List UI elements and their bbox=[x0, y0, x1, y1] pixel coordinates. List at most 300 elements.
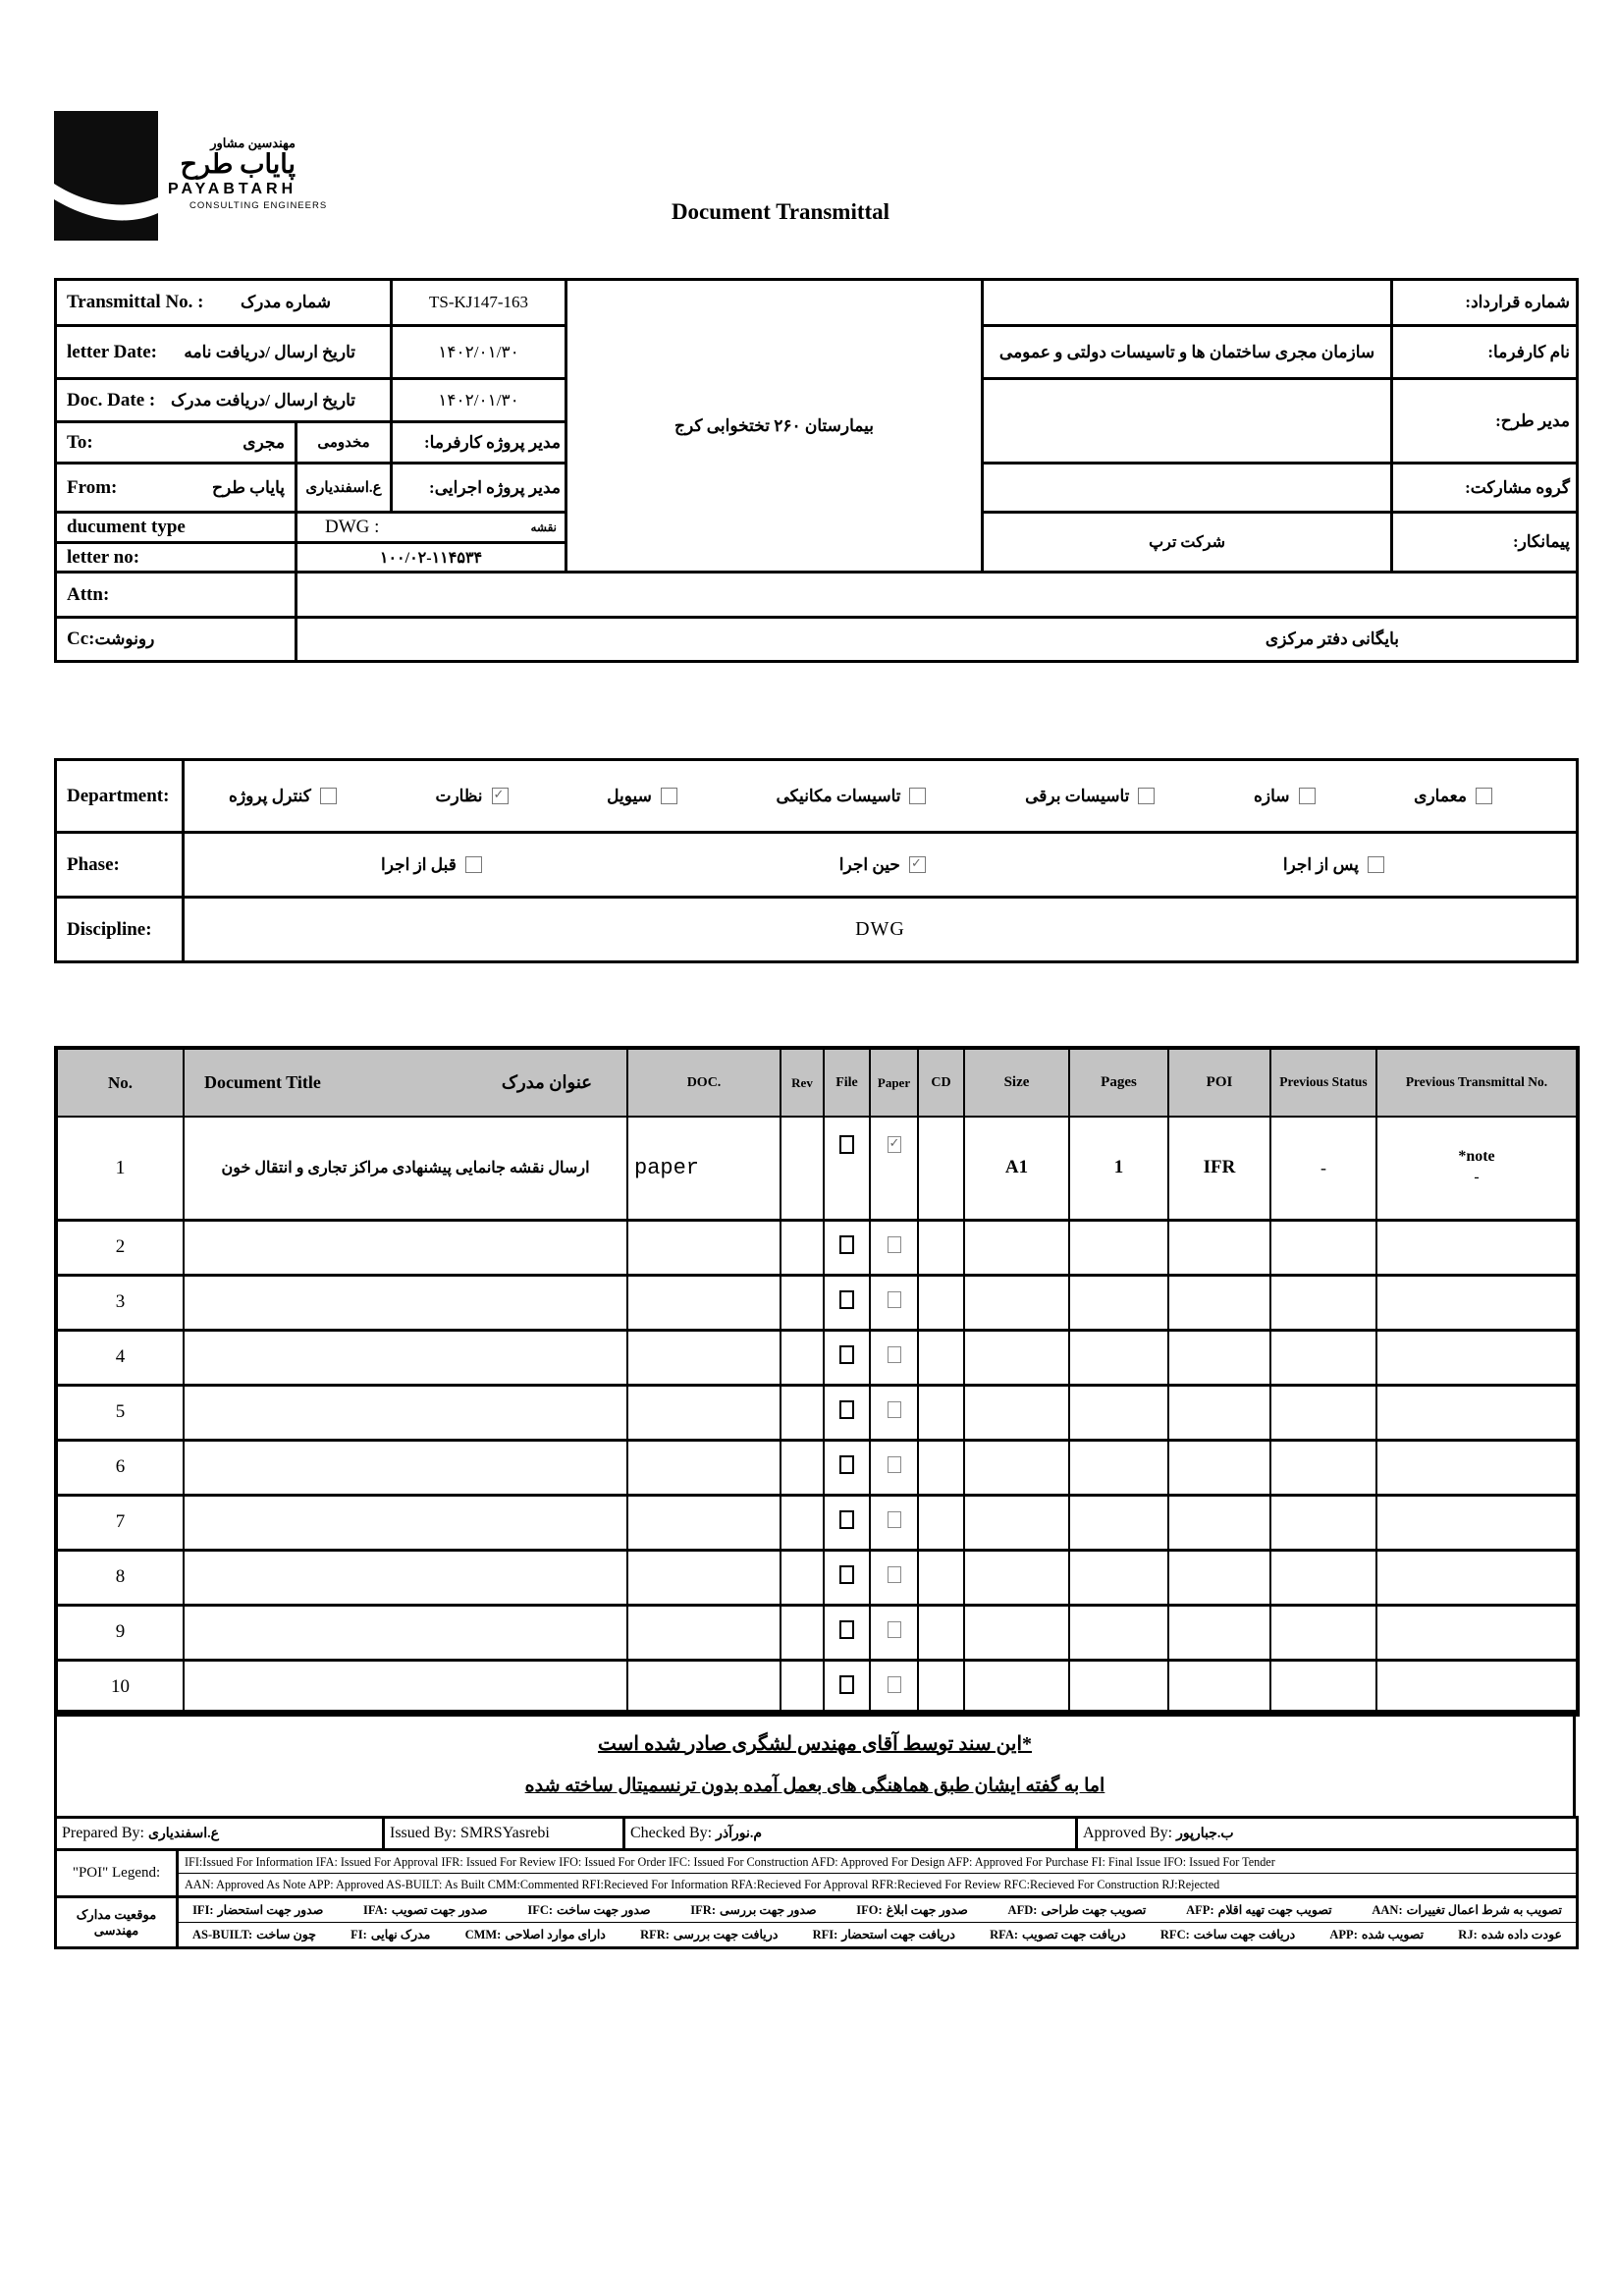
after-exec-label: پس از اجرا bbox=[1282, 854, 1359, 874]
company-logo bbox=[54, 111, 327, 241]
file-checkbox[interactable] bbox=[839, 1565, 854, 1584]
doc-row-poi bbox=[1168, 1550, 1270, 1605]
file-checkbox[interactable] bbox=[839, 1455, 854, 1474]
doc-row-paper-cell bbox=[870, 1385, 918, 1440]
doc-row-size bbox=[964, 1275, 1069, 1330]
poi-legend-label: "POI" Legend: bbox=[56, 1850, 178, 1897]
file-checkbox[interactable] bbox=[839, 1235, 854, 1254]
transmittal-no-label-cell bbox=[56, 280, 392, 326]
issued-by-cell bbox=[384, 1818, 624, 1850]
doc-row-size bbox=[964, 1550, 1069, 1605]
legend-code: APP: bbox=[1329, 1927, 1358, 1941]
doc-row-pages bbox=[1069, 1550, 1168, 1605]
doc-row-doc bbox=[627, 1495, 781, 1550]
doc-row-prev-status bbox=[1270, 1385, 1376, 1440]
doc-row-prev-transmittal bbox=[1376, 1220, 1578, 1275]
phase-option-before bbox=[381, 855, 482, 875]
file-checkbox[interactable] bbox=[839, 1400, 854, 1419]
doc-row-doc: paper bbox=[627, 1117, 781, 1220]
legend-text: صدور جهت بررسی bbox=[720, 1903, 817, 1917]
col-header-title-fa: عنوان مدرک bbox=[501, 1072, 592, 1092]
nezarat-label: نظارت bbox=[435, 786, 483, 805]
doc-status-legend-label: موقعیت مدارک مهندسی bbox=[56, 1897, 178, 1948]
doc-row-poi bbox=[1168, 1660, 1270, 1715]
doc-date-value: ۱۴۰۲/۰۱/۳۰ bbox=[392, 379, 566, 422]
legend-pair bbox=[527, 1902, 650, 1918]
doc-row-title bbox=[184, 1330, 627, 1385]
doc-row-cd bbox=[918, 1220, 964, 1275]
classification-table bbox=[54, 758, 1579, 963]
memari-label: معماری bbox=[1414, 786, 1467, 805]
doc-row-doc bbox=[627, 1385, 781, 1440]
legend-pair bbox=[856, 1902, 968, 1918]
attn-label: Attn: bbox=[67, 583, 110, 605]
doc-row-prev-status bbox=[1270, 1330, 1376, 1385]
doc-row-rev bbox=[781, 1117, 824, 1220]
department-option-sazeh bbox=[1254, 787, 1316, 806]
letter-no-label-cell bbox=[56, 543, 296, 573]
letter-no-label: letter no: bbox=[67, 546, 140, 568]
doc-row-cd bbox=[918, 1440, 964, 1495]
doc-row-file-cell bbox=[824, 1495, 870, 1550]
before-exec-checkbox[interactable] bbox=[465, 856, 482, 873]
file-checkbox[interactable] bbox=[839, 1290, 854, 1309]
doc-row-rev bbox=[781, 1275, 824, 1330]
doc-row-prev-status bbox=[1270, 1660, 1376, 1715]
legend-text: دریافت جهت ساخت bbox=[1193, 1928, 1296, 1941]
brand-fa-tagline: مهندسین مشاور bbox=[210, 136, 296, 150]
doc-row-prev-status bbox=[1270, 1550, 1376, 1605]
doc-row-prev-status bbox=[1270, 1605, 1376, 1660]
doc-row-rev bbox=[781, 1440, 824, 1495]
client-pm-label: مدیر پروژه کارفرما: bbox=[392, 422, 566, 464]
col-header-title bbox=[184, 1048, 627, 1117]
col-header-prev-status: Previous Status bbox=[1270, 1048, 1376, 1117]
doc-row-no: 9 bbox=[56, 1605, 184, 1660]
project-title: بیمارستان ۲۶۰ تختخوابی کرج bbox=[566, 280, 983, 573]
doc-row-prev-transmittal bbox=[1376, 1330, 1578, 1385]
doc-row-pages bbox=[1069, 1385, 1168, 1440]
legend-text: دریافت جهت تصویب bbox=[1022, 1928, 1126, 1941]
doc-type-label: ducument type bbox=[67, 517, 186, 537]
department-option-control bbox=[229, 787, 337, 806]
contractor-value: شرکت ترپ bbox=[983, 513, 1392, 573]
legend-pair bbox=[1008, 1902, 1147, 1918]
page-title: Document Transmittal bbox=[671, 199, 890, 224]
note-line-1: *این سند توسط آقای مهندس لشگری صادر شده است bbox=[597, 1733, 1033, 1755]
doc-row-prev-transmittal bbox=[1376, 1117, 1578, 1220]
doc-row-size bbox=[964, 1495, 1069, 1550]
from-label: From: bbox=[67, 476, 118, 498]
col-header-title-en: Document Title bbox=[204, 1072, 321, 1092]
doc-row-title bbox=[184, 1660, 627, 1715]
transmittal-info-table bbox=[54, 278, 1579, 663]
doc-row-no: 8 bbox=[56, 1550, 184, 1605]
phase-label: Phase: bbox=[67, 853, 120, 875]
legend-text: تصویب جهت تهیه اقلام bbox=[1217, 1903, 1332, 1917]
prepared-by-cell bbox=[56, 1818, 384, 1850]
attn-value bbox=[296, 573, 1578, 618]
paper-checkbox[interactable] bbox=[888, 1676, 901, 1693]
department-label: Department: bbox=[67, 785, 170, 806]
doc-row-file-cell bbox=[824, 1275, 870, 1330]
doc-row-poi: IFR bbox=[1168, 1117, 1270, 1220]
phase-option-after bbox=[1283, 855, 1384, 875]
checked-by-cell bbox=[624, 1818, 1077, 1850]
doc-row-file-cell bbox=[824, 1117, 870, 1220]
col-header-no: No. bbox=[56, 1048, 184, 1117]
doc-row-paper-cell bbox=[870, 1660, 918, 1715]
legend-text: صدور جهت استحضار bbox=[217, 1903, 324, 1917]
cc-label-cell bbox=[56, 618, 296, 662]
paper-checkbox[interactable] bbox=[888, 1566, 901, 1583]
design-manager-label: مدیر طرح: bbox=[1392, 379, 1578, 464]
prev-transmittal-sub: - bbox=[1474, 1169, 1480, 1186]
legend-code: RFC: bbox=[1159, 1927, 1190, 1941]
doc-row-prev-status: - bbox=[1270, 1117, 1376, 1220]
doc-row-poi bbox=[1168, 1275, 1270, 1330]
legend-pair bbox=[363, 1902, 488, 1918]
legend-code: FI: bbox=[350, 1927, 367, 1941]
legend-code: RJ: bbox=[1458, 1927, 1478, 1941]
contract-no-label: شماره قرارداد: bbox=[1392, 280, 1578, 326]
after-exec-checkbox[interactable] bbox=[1368, 856, 1384, 873]
paper-checkbox[interactable] bbox=[888, 1621, 901, 1638]
doc-row-prev-status bbox=[1270, 1220, 1376, 1275]
approved-by-label: Approved By: bbox=[1083, 1825, 1173, 1841]
legend-text: چون ساخت bbox=[256, 1928, 316, 1941]
col-header-cd: CD bbox=[918, 1048, 964, 1117]
issued-by-label: Issued By: bbox=[390, 1825, 457, 1841]
doc-row-rev bbox=[781, 1495, 824, 1550]
poi-legend-table bbox=[54, 1848, 1579, 1949]
doc-row-no: 1 bbox=[56, 1117, 184, 1220]
legend-code: AAN: bbox=[1372, 1902, 1403, 1917]
prev-transmittal-note: *note bbox=[1458, 1148, 1495, 1166]
partnership-label: گروه مشارکت: bbox=[1392, 464, 1578, 513]
during-exec-checkbox[interactable] bbox=[909, 856, 926, 873]
doc-row-file-cell bbox=[824, 1440, 870, 1495]
doc-row-size bbox=[964, 1660, 1069, 1715]
doc-row-cd bbox=[918, 1117, 964, 1220]
partnership-value bbox=[983, 464, 1392, 513]
doc-row-prev-transmittal bbox=[1376, 1385, 1578, 1440]
doc-row-doc bbox=[627, 1550, 781, 1605]
doc-row-pages bbox=[1069, 1605, 1168, 1660]
doc-row-title: ارسال نقشه جانمایی پیشنهادی مراکز تجاری و انتقال خون bbox=[184, 1117, 627, 1220]
doc-row-paper-cell bbox=[870, 1605, 918, 1660]
doc-row-title bbox=[184, 1220, 627, 1275]
doc-row-cd bbox=[918, 1550, 964, 1605]
contractor-label: پیمانکار: bbox=[1392, 513, 1578, 573]
legend-code: RFR: bbox=[640, 1927, 670, 1941]
doc-row-pages bbox=[1069, 1220, 1168, 1275]
transmittal-no-label-fa: شماره مدرک bbox=[240, 293, 332, 311]
legend-text: مدرک نهایی bbox=[370, 1928, 431, 1941]
doc-row-no: 5 bbox=[56, 1385, 184, 1440]
file-checkbox[interactable] bbox=[839, 1620, 854, 1639]
col-header-file: File bbox=[824, 1048, 870, 1117]
control-label: کنترل پروژه bbox=[229, 786, 311, 805]
legend-text: صدور جهت ساخت bbox=[557, 1903, 651, 1917]
doc-row-title bbox=[184, 1550, 627, 1605]
doc-row-rev bbox=[781, 1330, 824, 1385]
legend-pair bbox=[1186, 1902, 1332, 1918]
doc-row-cd bbox=[918, 1660, 964, 1715]
doc-row-paper-cell bbox=[870, 1440, 918, 1495]
to-value: مجری bbox=[242, 432, 285, 452]
col-header-rev: Rev bbox=[781, 1048, 824, 1117]
legend-text: صدور جهت ابلاغ bbox=[886, 1903, 968, 1917]
doc-row-file-cell bbox=[824, 1605, 870, 1660]
doc-row-paper-cell bbox=[870, 1117, 918, 1220]
doc-row-poi bbox=[1168, 1495, 1270, 1550]
doc-row-cd bbox=[918, 1330, 964, 1385]
brand-fa-name: پایاب طرح bbox=[180, 148, 296, 179]
paper-checkbox[interactable] bbox=[888, 1136, 901, 1153]
letter-date-value: ۱۴۰۲/۰۱/۳۰ bbox=[392, 326, 566, 379]
paper-checkbox[interactable] bbox=[888, 1456, 901, 1473]
doc-row-prev-transmittal bbox=[1376, 1440, 1578, 1495]
doc-row-no: 6 bbox=[56, 1440, 184, 1495]
discipline-value: DWG bbox=[184, 898, 1578, 962]
doc-status-legend-fa-line2 bbox=[178, 1923, 1578, 1948]
discipline-label-cell bbox=[56, 898, 184, 962]
doc-row-doc bbox=[627, 1220, 781, 1275]
exec-pm-label: مدیر پروژه اجرایی: bbox=[392, 464, 566, 513]
doc-row-prev-transmittal bbox=[1376, 1660, 1578, 1715]
doc-row-poi bbox=[1168, 1385, 1270, 1440]
department-option-mekaniki bbox=[777, 787, 927, 806]
col-header-size: Size bbox=[964, 1048, 1069, 1117]
legend-pair bbox=[1372, 1902, 1562, 1918]
doc-row-no: 4 bbox=[56, 1330, 184, 1385]
doc-row-title bbox=[184, 1495, 627, 1550]
file-checkbox[interactable] bbox=[839, 1675, 854, 1694]
to-label-cell bbox=[56, 422, 296, 464]
note-box bbox=[54, 1710, 1576, 1819]
doc-row-no: 7 bbox=[56, 1495, 184, 1550]
file-checkbox[interactable] bbox=[839, 1510, 854, 1529]
legend-text: تصویب جهت طراحی bbox=[1041, 1903, 1147, 1917]
doc-row-title bbox=[184, 1605, 627, 1660]
legend-pair bbox=[192, 1927, 316, 1942]
payabtarh-logo-mark bbox=[54, 111, 158, 241]
doc-row-file-cell bbox=[824, 1660, 870, 1715]
barghi-label: تاسیسات برقی bbox=[1025, 786, 1130, 805]
legend-text: صدور جهت تصویب bbox=[391, 1903, 488, 1917]
during-exec-label: حین اجرا bbox=[838, 854, 900, 874]
doc-row-doc bbox=[627, 1660, 781, 1715]
doc-date-label-cell bbox=[56, 379, 392, 422]
doc-row-pages bbox=[1069, 1440, 1168, 1495]
legend-text: عودت داده شده bbox=[1481, 1928, 1562, 1941]
legend-text: تصویب شده bbox=[1361, 1928, 1425, 1941]
doc-row-prev-status bbox=[1270, 1440, 1376, 1495]
doc-row-prev-transmittal bbox=[1376, 1550, 1578, 1605]
letter-date-label-fa: تاریخ ارسال /دریافت نامه bbox=[184, 342, 356, 361]
col-header-pages: Pages bbox=[1069, 1048, 1168, 1117]
doc-row-pages bbox=[1069, 1495, 1168, 1550]
prepared-by-value: ع.اسفندیاری bbox=[147, 1826, 219, 1841]
legend-code: CMM: bbox=[464, 1927, 502, 1941]
legend-code: AFD: bbox=[1007, 1902, 1038, 1917]
phase-options-cell bbox=[184, 833, 1578, 898]
doc-row-prev-status bbox=[1270, 1275, 1376, 1330]
civil-label: سیویل bbox=[607, 786, 652, 805]
transmittal-no-value: TS-KJ147-163 bbox=[392, 280, 566, 326]
paper-checkbox[interactable] bbox=[888, 1511, 901, 1528]
paper-checkbox[interactable] bbox=[888, 1236, 901, 1253]
doc-row-size bbox=[964, 1605, 1069, 1660]
phase-option-during bbox=[839, 855, 926, 875]
to-label: To: bbox=[67, 431, 93, 453]
discipline-label: Discipline: bbox=[67, 918, 152, 940]
doc-row-paper-cell bbox=[870, 1275, 918, 1330]
legend-pair bbox=[813, 1927, 955, 1942]
legend-pair bbox=[192, 1902, 323, 1918]
doc-type-label-cell bbox=[56, 513, 296, 543]
legend-pair bbox=[1458, 1927, 1562, 1942]
poi-legend-en-line2: AAN: Approved As Note APP: Approved AS-BUILT: As Built CMM:Commented RFI:Recieved For Information RFA:Recieved For Approval RFR:Recieved For Review RFC:Recieved For Construction RJ:Rejected bbox=[178, 1874, 1578, 1897]
doc-row-rev bbox=[781, 1660, 824, 1715]
cc-label-en: Cc: bbox=[67, 629, 95, 649]
signatures-row bbox=[54, 1816, 1579, 1851]
approved-by-cell bbox=[1077, 1818, 1578, 1850]
doc-row-title bbox=[184, 1385, 627, 1440]
legend-pair bbox=[990, 1927, 1126, 1942]
department-option-memari bbox=[1414, 787, 1492, 806]
doc-row-rev bbox=[781, 1385, 824, 1440]
approved-by-value: ب.جبارپور bbox=[1176, 1826, 1234, 1841]
file-checkbox[interactable] bbox=[839, 1345, 854, 1364]
legend-pair bbox=[465, 1927, 606, 1942]
paper-checkbox[interactable] bbox=[888, 1401, 901, 1418]
from-value: پایاب طرح bbox=[212, 477, 285, 497]
checked-by-value: م.نورآذر bbox=[716, 1826, 763, 1841]
client-name-label: نام کارفرما: bbox=[1392, 326, 1578, 379]
brand-en-name: PAYABTARH bbox=[168, 180, 297, 197]
department-label-cell bbox=[56, 760, 184, 833]
nezarat-checkbox[interactable] bbox=[492, 788, 509, 804]
documents-table bbox=[54, 1046, 1580, 1717]
legend-code: IFR: bbox=[690, 1902, 716, 1917]
legend-code: RFI: bbox=[812, 1927, 838, 1941]
col-header-poi: POI bbox=[1168, 1048, 1270, 1117]
doc-row-file-cell bbox=[824, 1385, 870, 1440]
brand-en-tagline: CONSULTING ENGINEERS bbox=[189, 199, 328, 211]
doc-row-prev-transmittal bbox=[1376, 1605, 1578, 1660]
doc-row-rev bbox=[781, 1550, 824, 1605]
exec-pm-value: ع.اسفندیاری bbox=[296, 464, 392, 513]
legend-code: RFA: bbox=[990, 1927, 1019, 1941]
note-line-2: اما به گفته ایشان طبق هماهنگی های بعمل آمده بدون ترنسمیتال ساخته شده bbox=[524, 1776, 1105, 1796]
civil-checkbox[interactable] bbox=[661, 788, 677, 804]
letter-no-value: ۱۰۰/۰۲-۱۱۴۵۳۴ bbox=[296, 543, 566, 573]
sazeh-checkbox[interactable] bbox=[1299, 788, 1316, 804]
cc-label-fa: رونوشت bbox=[94, 629, 155, 648]
legend-pair bbox=[640, 1927, 778, 1942]
doc-row-cd bbox=[918, 1495, 964, 1550]
legend-pair bbox=[1329, 1927, 1424, 1942]
doc-date-label-fa: تاریخ ارسال /دریافت مدرک bbox=[171, 390, 356, 410]
doc-row-paper-cell bbox=[870, 1220, 918, 1275]
doc-row-title bbox=[184, 1275, 627, 1330]
control-checkbox[interactable] bbox=[320, 788, 337, 804]
doc-row-doc bbox=[627, 1605, 781, 1660]
doc-row-file-cell bbox=[824, 1220, 870, 1275]
poi-legend-en-line1: IFI:Issued For Information IFA: Issued For Approval IFR: Issued For Review IFO: Issued For Order IFC: Issued For Construction AFD: Approved For Design AFP: Approved For Purchase FI: Final Issue IFO: Issued For Tender bbox=[178, 1850, 1578, 1874]
design-manager-value bbox=[983, 379, 1392, 464]
paper-checkbox[interactable] bbox=[888, 1346, 901, 1363]
doc-type-value: DWG : bbox=[325, 517, 380, 537]
attn-label-cell bbox=[56, 573, 296, 618]
department-option-barghi bbox=[1025, 787, 1155, 806]
memari-checkbox[interactable] bbox=[1476, 788, 1492, 804]
legend-code: AFP: bbox=[1186, 1902, 1214, 1917]
doc-row-poi bbox=[1168, 1220, 1270, 1275]
prepared-by-label: Prepared By: bbox=[62, 1825, 144, 1841]
legend-code: IFO: bbox=[856, 1902, 883, 1917]
col-header-doc: DOC. bbox=[627, 1048, 781, 1117]
legend-code: AS-BUILT: bbox=[192, 1927, 253, 1941]
contract-no-value bbox=[983, 280, 1392, 326]
client-name-value: سازمان مجری ساختمان ها و تاسیسات دولتی و عمومی bbox=[983, 326, 1392, 379]
legend-text: تصویب به شرط اعمال تغییرات bbox=[1406, 1903, 1562, 1917]
doc-row-paper-cell bbox=[870, 1550, 918, 1605]
doc-type-value-cell bbox=[296, 513, 566, 543]
doc-row-pages bbox=[1069, 1330, 1168, 1385]
doc-row-prev-status bbox=[1270, 1495, 1376, 1550]
legend-text: دارای موارد اصلاحی bbox=[505, 1928, 606, 1941]
doc-row-poi bbox=[1168, 1605, 1270, 1660]
cc-value: بایگانی دفتر مرکزی bbox=[296, 618, 1578, 662]
sazeh-label: سازه bbox=[1254, 786, 1290, 805]
doc-type-fa: نقشه bbox=[530, 519, 558, 534]
legend-pair bbox=[1160, 1927, 1295, 1942]
doc-row-pages bbox=[1069, 1275, 1168, 1330]
mekaniki-checkbox[interactable] bbox=[909, 788, 926, 804]
letter-date-label-en: letter Date: bbox=[67, 341, 157, 362]
barghi-checkbox[interactable] bbox=[1138, 788, 1155, 804]
doc-row-size bbox=[964, 1220, 1069, 1275]
letter-date-label-cell bbox=[56, 326, 392, 379]
doc-row-poi bbox=[1168, 1330, 1270, 1385]
doc-row-file-cell bbox=[824, 1550, 870, 1605]
doc-row-size bbox=[964, 1385, 1069, 1440]
doc-row-paper-cell bbox=[870, 1330, 918, 1385]
issued-by-value: SMRSYasrebi bbox=[460, 1825, 550, 1841]
doc-row-title bbox=[184, 1440, 627, 1495]
company-logo-text bbox=[168, 111, 327, 211]
department-option-nezarat bbox=[435, 787, 508, 806]
doc-row-size bbox=[964, 1440, 1069, 1495]
legend-code: IFC: bbox=[527, 1902, 554, 1917]
paper-checkbox[interactable] bbox=[888, 1291, 901, 1308]
mekaniki-label: تاسیسات مکانیکی bbox=[776, 786, 901, 805]
legend-text: دریافت جهت استحضار bbox=[841, 1928, 955, 1941]
legend-code: IFA: bbox=[363, 1902, 388, 1917]
doc-row-doc bbox=[627, 1440, 781, 1495]
doc-row-pages bbox=[1069, 1660, 1168, 1715]
legend-pair bbox=[690, 1902, 816, 1918]
col-header-prev-transmittal: Previous Transmittal No. bbox=[1376, 1048, 1578, 1117]
department-option-civil bbox=[607, 787, 677, 806]
doc-row-prev-transmittal bbox=[1376, 1495, 1578, 1550]
file-checkbox[interactable] bbox=[839, 1135, 854, 1154]
doc-row-prev-transmittal bbox=[1376, 1275, 1578, 1330]
doc-row-pages: 1 bbox=[1069, 1117, 1168, 1220]
